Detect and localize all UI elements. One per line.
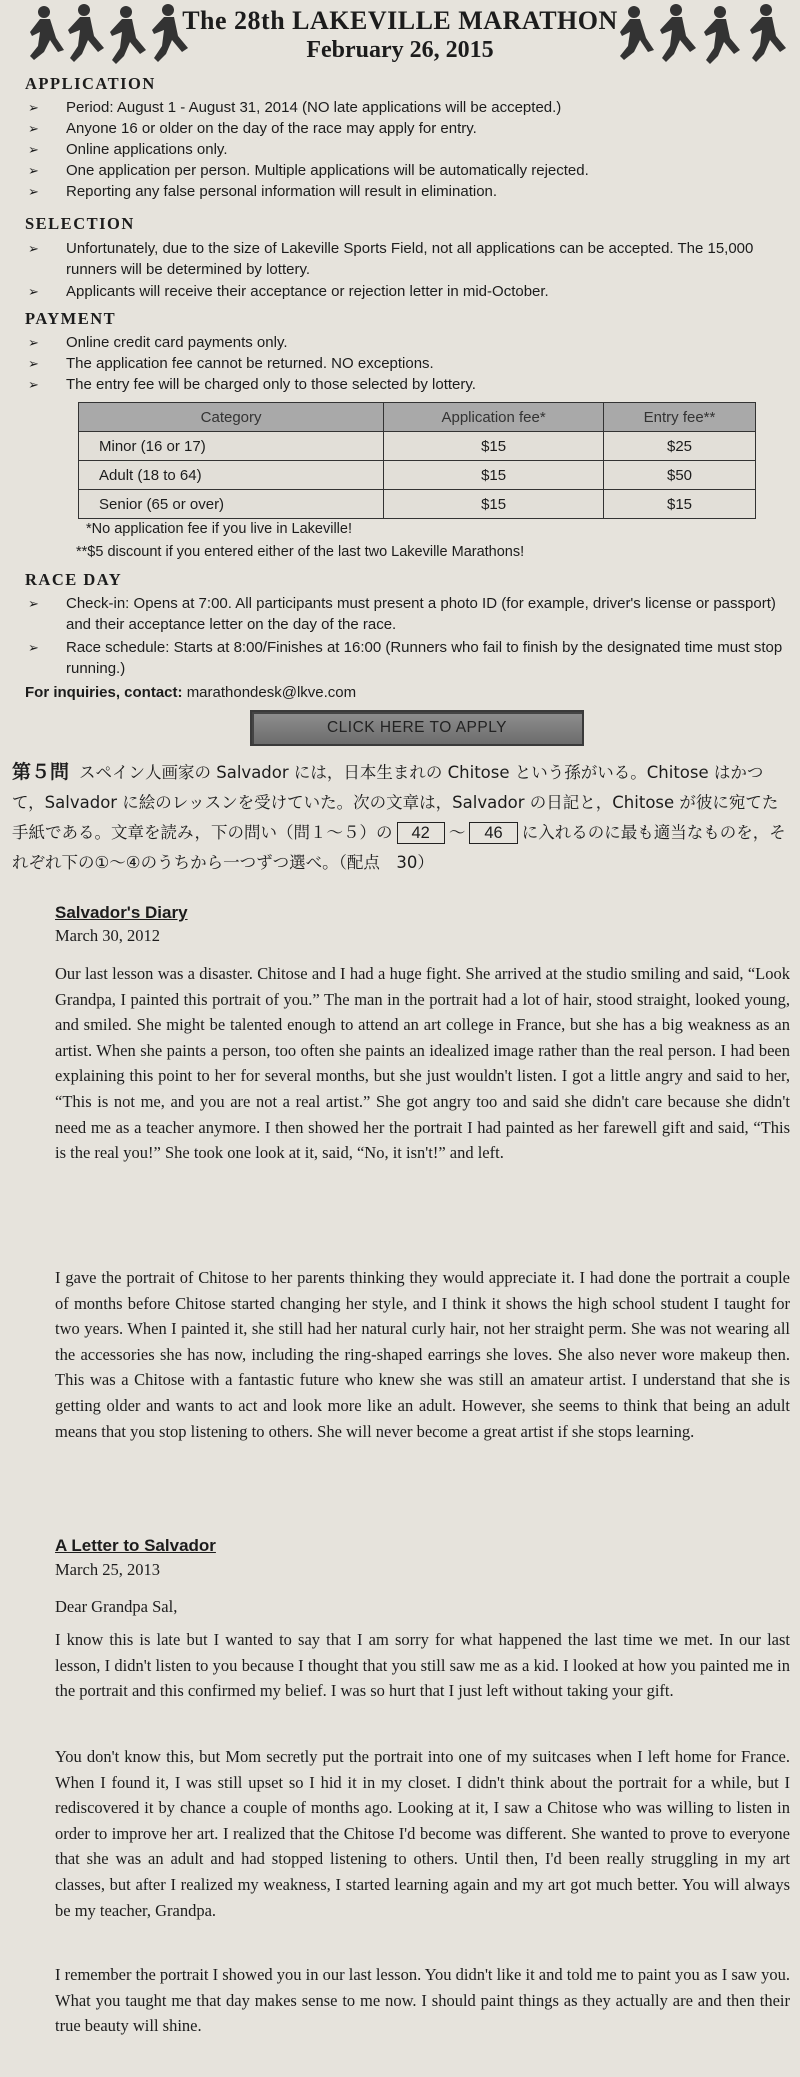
table-cell: $15 (384, 461, 604, 490)
arrow-bullet-icon: ➢ (28, 184, 39, 199)
table-header-row (79, 403, 756, 432)
arrow-bullet-icon: ➢ (28, 142, 39, 157)
selection-heading: SELECTION (25, 214, 135, 233)
letter-paragraph: I remember the portrait I showed you in our last lesson. You didn't like it and told me to paint you as I saw you. What you taught me that day makes sense to me now. I should paint things as they actually are and then their true beauty will shine. (55, 1965, 790, 2036)
table-row (79, 490, 756, 519)
marathon-date: February 26, 2015 (306, 37, 494, 63)
application-heading: APPLICATION (25, 74, 156, 93)
table-cell: Adult (18 to 64) (79, 461, 384, 490)
fee-note: *No application fee if you live in Lakeville! (86, 521, 352, 537)
column-header: Application fee* (384, 403, 604, 432)
table-cell: $15 (384, 432, 604, 461)
answer-box-start: 42 (397, 822, 445, 844)
arrow-bullet-icon: ➢ (28, 163, 39, 178)
apply-button[interactable]: CLICK HERE TO APPLY (250, 710, 584, 746)
letter-date: March 25, 2013 (55, 1560, 160, 1579)
header (0, 0, 800, 72)
arrow-bullet-icon: ➢ (28, 377, 39, 392)
answer-box-end: 46 (469, 822, 517, 844)
diary-date: March 30, 2012 (55, 926, 160, 945)
inquiry-email-link[interactable]: marathondesk@lkve.com (186, 684, 357, 701)
arrow-bullet-icon: ➢ (28, 596, 39, 611)
column-header: Category (79, 403, 384, 432)
table-row (79, 432, 756, 461)
table-row (79, 461, 756, 490)
fee-table (78, 402, 756, 519)
page: The 28th LAKEVILLE MARATHON February 26, 2015 APPLICATION ➢ Period: August 1 - August 31, 2014 (NO late applications will be accepted.) ➢ Anyone 16 or older on the day of the race may apply for entry. ➢ Online applications only. ➢ One application per person. Multiple applications will be automatically rejected. ➢ Reporting any false personal information will result in elimination. SELECTION ➢ Unfortunately, due to the size of Lakeville Sports Field, not all applications can be accepted. The 15,000 runners will be determined by lottery. ➢ Applicants will receive their acceptance or rejection letter in mid-October. PAYMENT ➢ Online credit card payments only. ➢ The application fee cannot be returned. NO exceptions. ➢ The entry fee will be charged only to those selected by lottery. Category Application fee* Entry fee** Minor (16 or 17) $15 $25 Adult (18 to 64) $15 $50 Senior (65 or over) $15 $15 *No application fee if you live in Lakeville! **$5 discount if you entered either of the last two Lakeville Marathons! RACE DAY ➢ Check-in: Opens at 7:00. All participants must present a photo ID (for example, driver's license or passport) and their acceptance letter on the day of the race. ➢ Race schedule: Starts at 8:00/Finishes at 16:00 (Runners who fail to finish by the designated time must stop running.) For inquiries, contact: marathondesk@lkve.com CLICK HERE TO APPLY 第５問 スペイン人画家の Salvador には，日本生まれの Chitose という孫がいる。Chitose はかつて，Salvador に絵のレッスンを受けていた。次の文章は，Salvador の日記と，Chitose が彼に宛てた手紙である。文章を読み，下の問い（問１～５）の 42 ～ 46 に入れるのに最も適当なものを，それぞれ下の①～④のうちから一つずつ選べ。（配点 30） Salvador's Diary March 30, 2012 Our last lesson was a disaster. Chitose and I had a huge fight. She arrived at the studio smiling and said, “Look Grandpa, I painted this portrait of you.” The man in the portrait had a lot of hair, stood straight, looked young, and smiled. She might be talented enough to attend an art college in France, but she has a big weakness as an artist. When she paints a person, too often she paints an idealized image rather than the real person. I had been explaining this point to her for several months, but she just wouldn't listen. I got a little angry and said to her, “This is not me, and you are not a real artist.” She got angry too and said she didn't care because she didn't need me as a teacher anymore. I then showed her the portrait I had painted as her farewell gift and said, “This is the real you!” She took one look at it, said, “No, it isn't!” and left. I gave the portrait of Chitose to her parents thinking they would appreciate it. I had done the portrait a couple of months before Chitose started changing her style, and I think it shows the high school student I taught for two years. When I painted it, she still had her natural curly hair, not her straight perm. She was not wearing all the accessories she has now, including the ring-shaped earrings she loves. She also never wore makeup then. This was a Chitose with a fantastic future who knew she was still an amateur artist. I understand that she is getting older and wants to act and look more like an adult. However, she seems to think that being an adult means that you stop listening to others. She will never become a great artist if she stops learning. A Letter to Salvador March 25, 2013 Dear Grandpa Sal, I know this is late but I wanted to say that I am sorry for what happened the last time we met. In our last lesson, I didn't listen to you because I thought that you still saw me as a kid. I looked at how you painted me in the portrait and this confirmed my belief. I was so hurt that I just left without taking your gift. You don't know this, but Mom secretly put the portrait into one of my suitcases when I left home for France. When I found it, I was still upset so I hid it in my closet. I didn't think about the portrait for a while, but I rediscovered it by chance a couple of months ago. Looking at it, I saw a Chitose who was willing to listen in order to improve her art. I realized that the Chitose I'd become was different. She wanted to prove to everyone that she was an adult and had stopped listening to others. Until then, I'd been really struggling in my art classes, but after I realized my weakness, I started learning again and my art got much better. You will always be my teacher, Grandpa. I remember the portrait I showed you in our last lesson. You didn't like it and told me to paint you as I saw you. What you taught me that day makes sense to me now. I should paint things as they actually are and then their true beauty will shine. (0, 0, 800, 2077)
table-cell: Minor (16 or 17) (79, 432, 384, 461)
table-cell: $15 (604, 490, 756, 519)
arrow-bullet-icon: ➢ (28, 121, 39, 136)
runners-right-icon (620, 2, 790, 68)
arrow-bullet-icon: ➢ (28, 356, 39, 371)
table-cell: $15 (384, 490, 604, 519)
letter-greeting: Dear Grandpa Sal, (55, 1597, 178, 1616)
title-block (150, 6, 650, 64)
problem-number: 第５問 (12, 761, 70, 783)
letter-title: A Letter to Salvador (55, 1536, 216, 1555)
payment-heading: PAYMENT (25, 309, 117, 328)
fee-note: **$5 discount if you entered either of the last two Lakeville Marathons! (76, 544, 525, 560)
diary-title: Salvador's Diary (55, 903, 188, 922)
arrow-bullet-icon: ➢ (28, 335, 39, 350)
arrow-bullet-icon: ➢ (28, 100, 39, 115)
table-cell: $50 (604, 461, 756, 490)
table-cell: Senior (65 or over) (79, 490, 384, 519)
inquiry-label: For inquiries, contact: (25, 684, 183, 701)
column-header: Entry fee** (604, 403, 756, 432)
table-cell: $25 (604, 432, 756, 461)
arrow-bullet-icon: ➢ (28, 284, 39, 299)
arrow-bullet-icon: ➢ (28, 640, 39, 655)
marathon-title: The 28th LAKEVILLE MARATHON (182, 6, 618, 35)
race-day-heading: RACE DAY (25, 570, 123, 589)
diary-paragraph: Our last lesson was a disaster. Chitose and I had a huge fight. She arrived at the studio smiling and said, “Look Grandpa, I painted this portrait of you.” The man in the portrait had a lot of hair, stood straight, looked young, and smiled. She might be talented enough to attend an art college in France, but she has a big weakness as an artist. When she paints a person, too often she paints an idealized image rather than the real person. I had been explaining this point to her for several months, but she just wouldn't listen. I got a little angry and said to her, “This is not me, and you are not a real artist.” She got angry too and said she didn't care because she didn't need me as a teacher anymore. I then showed her the portrait I had painted as her farewell gift and said, “This is the real you!” She took one look at it, said, “No, it isn't!” and left. (55, 964, 790, 1163)
inquiry-line (25, 684, 356, 701)
arrow-bullet-icon: ➢ (28, 241, 39, 256)
letter-paragraph: You don't know this, but Mom secretly put the portrait into one of my suitcases when I left home for France. When I found it, I was still upset so I hid it in my closet. I didn't think about the portrait for a while, but I rediscovered it by chance a couple of months ago. Looking at it, I saw a Chitose who was willing to listen in order to improve her art. I realized that the Chitose I'd become was different. She wanted to prove to everyone that she was an adult and had stopped listening to others. Until then, I'd been really struggling in my art classes, but after I realized my weakness, I started learning again and my art got much better. You will always be my teacher, Grandpa. (55, 1747, 790, 1920)
problem-instructions: 第５問 スペイン人画家の Salvador には，日本生まれの Chitose という孫がいる。Chitose はかつて，Salvador に絵のレッスンを受けていた。次の文章は，Salvador の日記と，Chitose が彼に宛てた手紙である。文章を読み，下の問い（問１～５）の 42 ～ 46 に入れるのに最も適当なものを，それぞれ下の①～④のうちから一つずつ選べ。（配点 30） (12, 761, 786, 872)
letter-paragraph: I know this is late but I wanted to say that I am sorry for what happened the last time we met. In our last lesson, I didn't listen to you because I thought that you still saw me as a kid. I looked at how you painted me in the portrait and this confirmed my belief. I was so hurt that I just left without taking your gift. (55, 1630, 790, 1701)
diary-paragraph: I gave the portrait of Chitose to her parents thinking they would appreciate it. I had done the portrait a couple of months before Chitose started changing her style, and I think it shows the high school student I taught for two years. When I painted it, she still had her natural curly hair, not her straight perm. She was not wearing all the accessories she has now, including the ring-shaped earrings she loves. She also never wore makeup then. This was a Chitose with a fantastic future who knew she was still an amateur artist. I understand that she is getting older and wants to act and look more like an adult. However, she seems to think that being an adult means that you stop listening to others. She will never become a great artist if she stops learning. (55, 1268, 790, 1441)
